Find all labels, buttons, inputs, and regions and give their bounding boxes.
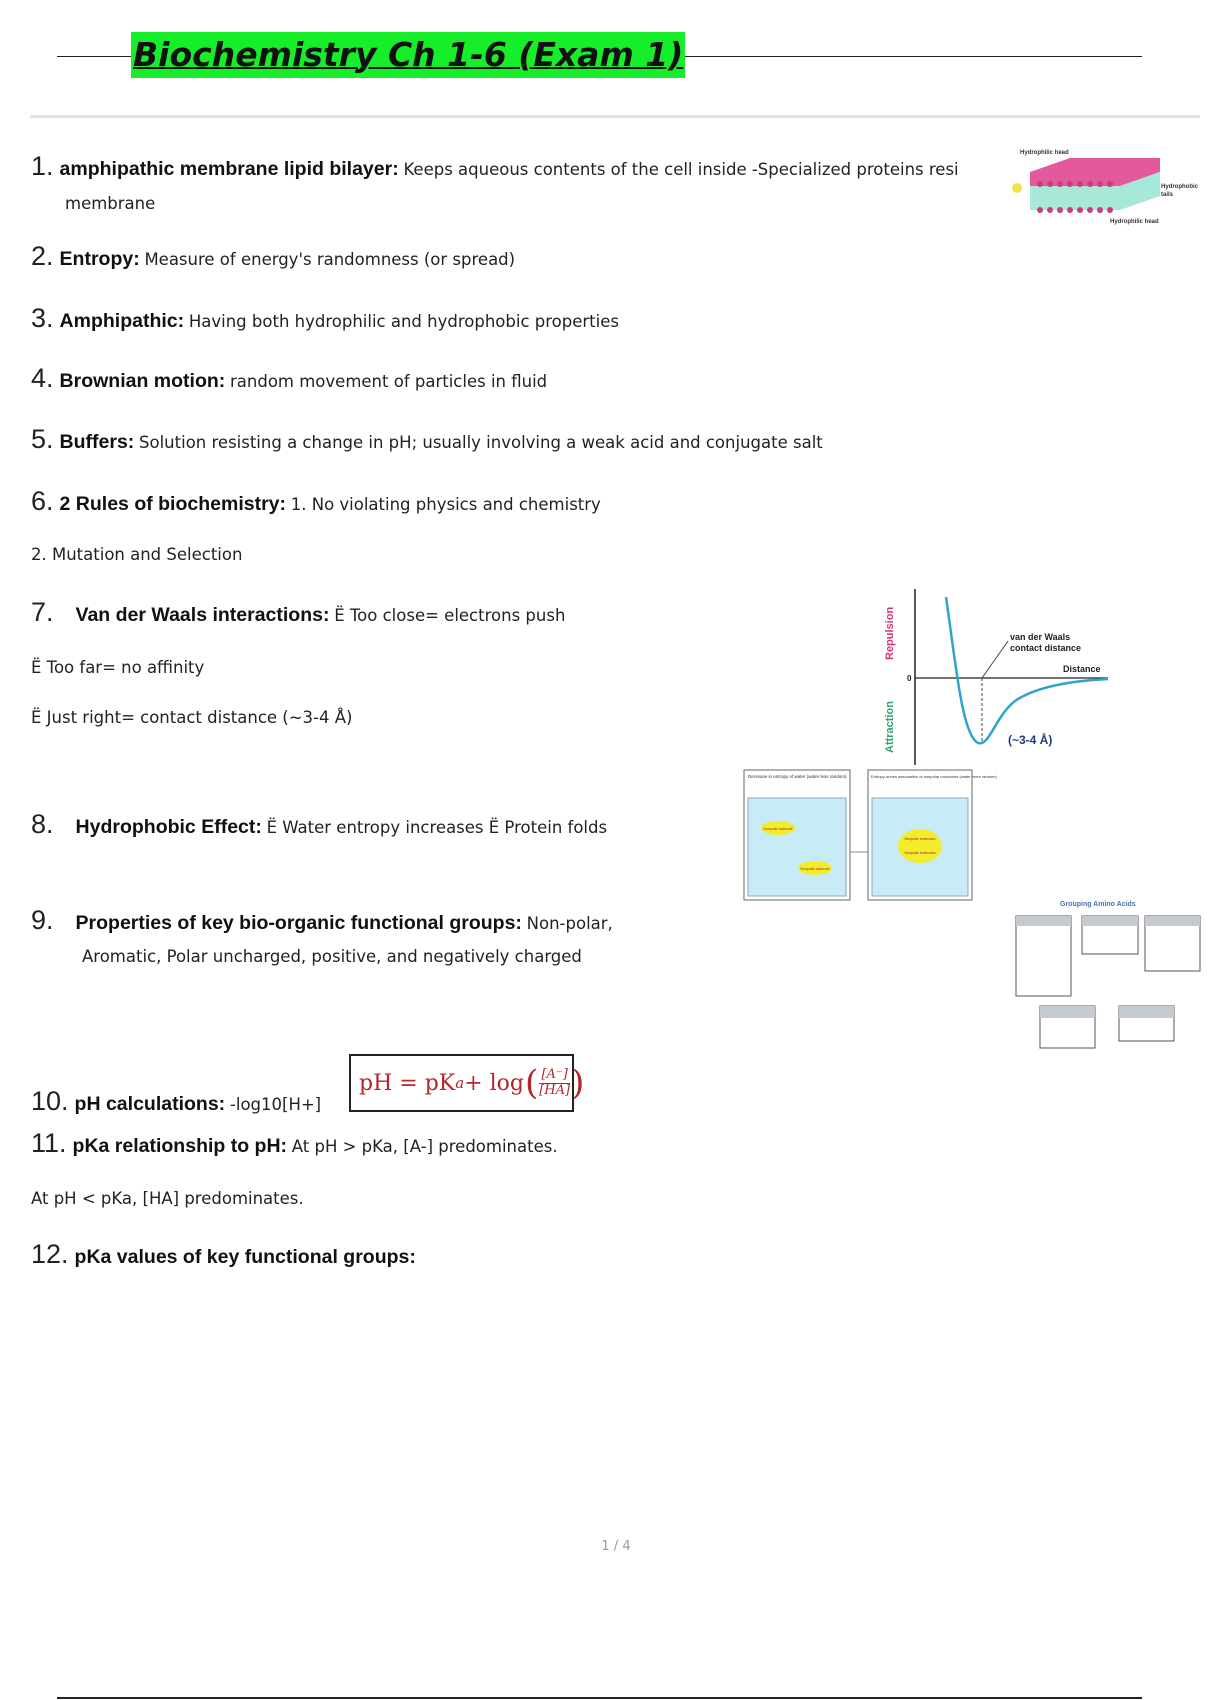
right-molecule-cluster [898, 829, 942, 863]
formula-paren-close: ) [571, 1063, 585, 1103]
list-item [31, 363, 547, 394]
item-term: Properties of key bio-organic functional groups: [75, 912, 522, 934]
item-term: Brownian motion: [59, 370, 226, 392]
title-rule-right [618, 56, 1142, 57]
item-number: 4. [31, 363, 54, 393]
item-number: 6. [31, 486, 54, 516]
vdw-contact-label: van der Waals [1010, 632, 1071, 642]
vdw-range-label: (~3-4 Å) [1008, 733, 1053, 747]
henderson-hasselbalch-formula [349, 1054, 585, 1112]
item-term: pH calculations: [74, 1093, 226, 1115]
item-number: 3. [31, 303, 54, 333]
vdw-contact-leader [982, 641, 1008, 678]
item-term: Hydrophobic Effect: [75, 816, 262, 838]
right-caption: Entropy-driven association of nonpolar molecules (water more random) [871, 774, 997, 779]
item-definition: Solution resisting a change in pH; usually involving a weak acid and conjugate salt [139, 433, 823, 452]
bilayer-protein [1012, 183, 1022, 193]
right-molecule-label-2: Nonpolar molecules [904, 851, 936, 855]
item-definition: Measure of energy's randomness (or spread) [144, 250, 516, 269]
item-term: Amphipathic: [59, 310, 185, 332]
aromatic-header [1082, 916, 1138, 926]
list-item [31, 241, 515, 272]
vdw-repulsion-label: Repulsion [884, 606, 896, 660]
item-definition: random movement of particles in fluid [230, 372, 548, 391]
item-number: 11. [31, 1128, 67, 1158]
list-item [31, 597, 565, 628]
title-rule-left [57, 56, 133, 57]
polar-header [1145, 916, 1200, 926]
item-term: pKa values of key functional groups: [74, 1246, 416, 1268]
item-number: 5. [31, 424, 54, 454]
header-divider [30, 115, 1200, 118]
list-item [31, 1128, 558, 1159]
left-molecule-a-label: Nonpolar molecule [763, 827, 793, 831]
item-definition: Keeps aqueous contents of the cell inside -Specialized proteins resi [403, 160, 959, 179]
item-term: pKa relationship to pH: [72, 1135, 288, 1157]
item-term: Van der Waals interactions: [75, 604, 330, 626]
item-number: 2. [31, 241, 54, 271]
item-definition: Ë Too close= electrons push [334, 606, 566, 625]
positive-header [1040, 1006, 1095, 1018]
item-definition: Having both hydrophilic and hydrophobic properties [188, 312, 619, 331]
item-number: 8. [31, 809, 54, 839]
nonpolar-header [1016, 916, 1071, 926]
item-number: 1. [31, 151, 54, 181]
item-definition: Non-polar, [526, 914, 613, 933]
right-molecule-label: Nonpolar molecules [904, 837, 936, 841]
vdw-attraction-label: Attraction [884, 701, 896, 753]
formula-numerator: [A⁻] [541, 1067, 568, 1083]
list-item [31, 424, 823, 455]
list-item [31, 1086, 321, 1117]
amino-acid-grouping-figure [1010, 898, 1200, 1048]
bottom-rule [57, 1697, 1142, 1699]
item-term: Entropy: [59, 248, 140, 270]
item-definition: At pH > pKa, [A-] predominates. [291, 1137, 558, 1156]
left-water [748, 798, 846, 896]
item-continuation: membrane [65, 194, 156, 213]
bilayer-side-label: Hydrophobic [1161, 184, 1198, 190]
item-number: 10. [31, 1086, 69, 1116]
list-item [31, 486, 601, 517]
bilayer-top-label: Hydrophilic head [1020, 150, 1069, 156]
left-molecule-b-label: Nonpolar molecule [800, 867, 830, 871]
amino-title: Grouping Amino Acids [1060, 901, 1136, 908]
item-continuation: Ë Too far= no affinity [31, 658, 205, 677]
page-title: Biochemistry Ch 1-6 (Exam 1) [131, 32, 685, 78]
van-der-waals-graph [878, 585, 1108, 770]
item-continuation: Ë Just right= contact distance (~3-4 Å) [31, 708, 353, 727]
list-item [31, 1239, 416, 1270]
bilayer-side-label-2: tails [1161, 192, 1174, 198]
item-number: 7. [31, 597, 54, 627]
item-continuation: 2. Mutation and Selection [31, 545, 243, 564]
list-item [31, 809, 607, 840]
page-number: 1 / 4 [601, 1539, 631, 1554]
list-item [31, 905, 613, 936]
negative-header [1119, 1006, 1174, 1018]
item-term: Buffers: [59, 431, 135, 453]
hydrophobic-effect-figure [740, 768, 997, 903]
left-caption: Decrease in entropy of water (water less random) [748, 774, 847, 779]
lipid-bilayer-figure [1010, 144, 1200, 228]
item-term: amphipathic membrane lipid bilayer: [59, 158, 399, 180]
formula-denominator: [HA] [539, 1082, 571, 1098]
item-definition: -log10[H+] [229, 1095, 322, 1114]
vdw-contact-label-2: contact distance [1010, 643, 1082, 653]
item-number: 12. [31, 1239, 69, 1269]
item-continuation: At pH < pKa, [HA] predominates. [31, 1189, 304, 1208]
nonpolar-box [1016, 916, 1071, 996]
item-continuation: Aromatic, Polar uncharged, positive, and negatively charged [82, 947, 582, 966]
formula-paren-open: ( [524, 1063, 539, 1103]
item-term: 2 Rules of biochemistry: [59, 493, 286, 515]
formula-fraction [539, 1068, 570, 1098]
list-item [31, 151, 959, 182]
list-item [31, 303, 619, 334]
item-number: 9. [31, 905, 54, 935]
item-definition: 1. No violating physics and chemistry [290, 495, 601, 514]
formula-rhs: + log [464, 1070, 524, 1096]
item-definition: Ë Water entropy increases Ë Protein folds [266, 818, 608, 837]
vdw-zero-label: 0 [907, 674, 912, 683]
bilayer-bottom-label: Hydrophilic head [1110, 219, 1159, 225]
vdw-distance-label: Distance [1063, 664, 1101, 674]
formula-lhs: pH = pK [359, 1070, 456, 1096]
formula-sub: a [455, 1074, 465, 1092]
